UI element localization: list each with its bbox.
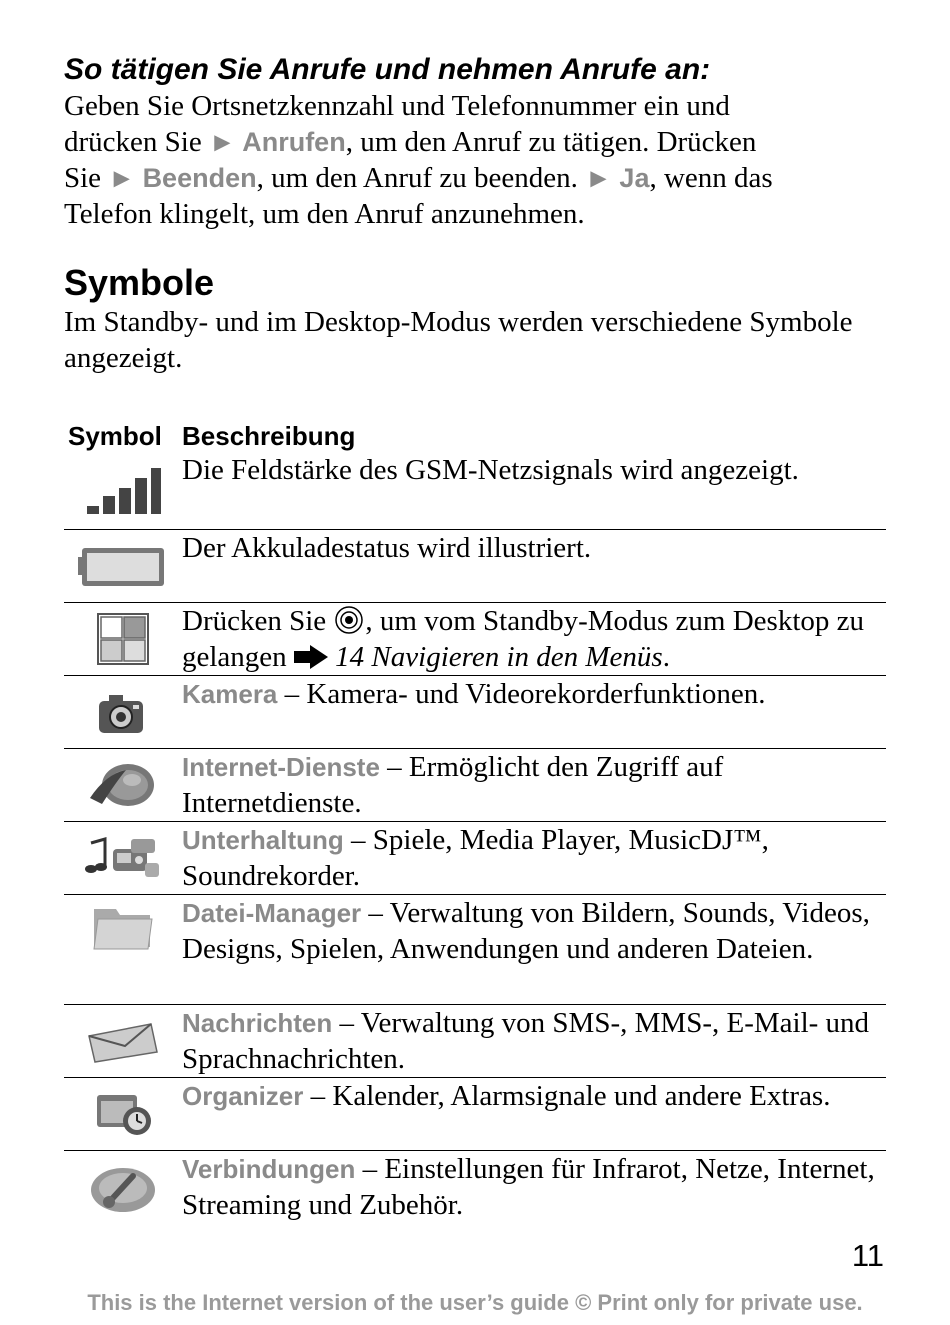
symbols-heading: Symbole	[64, 262, 215, 303]
table-header	[64, 420, 886, 452]
connectivity-icon	[64, 1151, 182, 1224]
envelope-icon	[64, 1005, 182, 1077]
row-description: Organizer – Kalender, Alarmsignale und andere Extras.	[182, 1080, 831, 1112]
table-row	[64, 822, 886, 895]
menu-label: Organizer	[182, 1081, 304, 1111]
cross-reference: 14 Navigieren in den Menüs	[335, 641, 663, 673]
symbols-intro: Im Standby- und im Desktop-Modus werden verschiedene Symbole angezeigt.	[64, 306, 853, 374]
col-description-header: Beschreibung	[182, 421, 356, 451]
table-row	[64, 895, 886, 1005]
navigation-key-icon	[333, 604, 365, 636]
call-softkey-label: Anrufen	[242, 127, 346, 157]
calls-line-2: drücken Sie ► Anrufen, um den Anruf zu tätigen. Drücken	[64, 126, 757, 158]
row-description: Der Akkuladestatus wird illustriert.	[182, 532, 592, 564]
calls-paragraph	[64, 88, 886, 232]
row-description: Datei-Manager – Verwaltung von Bildern, Sounds, Videos, Designs, Spielen, Anwendungen und anderen Dateien.	[182, 897, 870, 965]
signal-strength-icon	[64, 452, 182, 529]
table-row	[64, 1005, 886, 1078]
desktop-grid-icon	[64, 603, 182, 675]
menu-label: Verbindungen	[182, 1154, 356, 1184]
row-description: Die Feldstärke des GSM-Netzsignals wird angezeigt.	[182, 454, 799, 486]
menu-label: Nachrichten	[182, 1008, 333, 1038]
battery-icon	[64, 530, 182, 602]
arrow-icon: ►	[108, 163, 136, 193]
calls-line-1: Geben Sie Ortsnetzkennzahl und Telefonnummer ein und	[64, 90, 730, 122]
menu-label: Kamera	[182, 679, 278, 709]
row-description: Verbindungen – Einstellungen für Infrarot, Netze, Internet, Streaming und Zubehör.	[182, 1153, 875, 1221]
calls-line-4: Telefon klingelt, um den Anruf anzunehmen.	[64, 198, 585, 230]
yes-softkey-label: Ja	[619, 163, 650, 193]
page-content	[64, 52, 886, 1224]
folder-icon	[64, 895, 182, 1004]
footer-notice: This is the Internet version of the user’s guide © Print only for private use.	[87, 1290, 863, 1315]
table-row	[64, 1151, 886, 1224]
table-row	[64, 749, 886, 822]
arrow-icon: ►	[585, 163, 612, 193]
menu-label: Internet-Dienste	[182, 752, 380, 782]
col-symbol-header: Symbol	[68, 421, 162, 451]
page-number: 11	[851, 1238, 884, 1273]
table-row	[64, 452, 886, 530]
row-description: Nachrichten – Verwaltung von SMS-, MMS-, E-Mail- und Sprachnachrichten.	[182, 1007, 870, 1075]
row-description: Unterhaltung – Spiele, Media Player, MusicDJ™, Soundrekorder.	[182, 824, 769, 892]
menu-label: Datei-Manager	[182, 898, 362, 928]
calls-line-3: Sie ► Beenden, um den Anruf zu beenden. ► Ja, wenn das	[64, 162, 773, 194]
calls-heading: So tätigen Sie Anrufe und nehmen Anrufe an:	[64, 53, 711, 86]
row-description: Drücken Sie , um vom Standby-Modus zum Desktop zu gelangen 14 Navigieren in den Menüs.	[182, 605, 865, 673]
row-description: Internet-Dienste – Ermöglicht den Zugriff auf Internetdienste.	[182, 751, 724, 819]
table-row	[64, 1078, 886, 1151]
end-softkey-label: Beenden	[142, 163, 257, 193]
arrow-icon: ►	[208, 127, 236, 157]
see-also-arrow-icon	[294, 645, 328, 669]
organizer-icon	[64, 1078, 182, 1150]
table-row	[64, 676, 886, 749]
table-row	[64, 603, 886, 676]
menu-label: Unterhaltung	[182, 825, 344, 855]
music-icon	[64, 822, 182, 894]
camera-icon	[64, 676, 182, 748]
table-row	[64, 530, 886, 603]
globe-icon	[64, 749, 182, 821]
row-description: Kamera – Kamera- und Videorekorderfunktionen.	[182, 678, 766, 710]
